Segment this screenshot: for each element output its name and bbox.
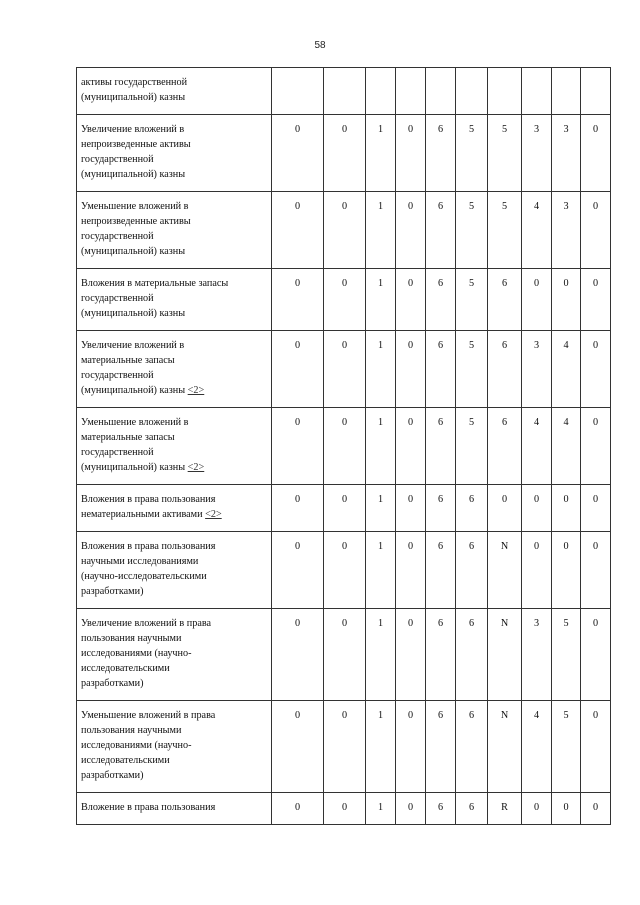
code-digit-cell: 5 <box>456 115 488 192</box>
code-digit-cell: N <box>488 532 522 609</box>
code-digit-cell: 1 <box>366 485 396 532</box>
code-digit-cell: N <box>488 701 522 793</box>
code-digit-cell: 0 <box>581 408 611 485</box>
row-label-line: (муниципальной) казны <box>81 169 186 180</box>
code-digit-cell: 0 <box>581 331 611 408</box>
code-digit-cell: 6 <box>426 609 456 701</box>
code-digit-cell: 6 <box>426 701 456 793</box>
code-digit-cell: 4 <box>552 331 581 408</box>
code-digit-cell: 0 <box>272 331 324 408</box>
row-label-line: Вложения в права пользования <box>81 541 216 552</box>
row-label-line: Вложения в материальные запасы <box>81 278 229 289</box>
row-label-line: (муниципальной) казны <box>81 385 186 396</box>
code-digit-cell: 0 <box>581 701 611 793</box>
code-digit-cell: 5 <box>552 701 581 793</box>
row-label-line: (научно-исследовательскими <box>81 571 207 582</box>
code-digit-cell: 6 <box>426 408 456 485</box>
code-digit-cell <box>426 68 456 115</box>
row-label-line: пользования научными <box>81 633 182 644</box>
code-digit-cell: 0 <box>272 192 324 269</box>
code-digit-cell: 0 <box>581 115 611 192</box>
row-label-line: нематериальными активами <box>81 509 203 520</box>
table-row <box>77 269 611 331</box>
code-digit-cell: 5 <box>456 269 488 331</box>
code-digit-cell: 0 <box>272 115 324 192</box>
row-label <box>77 701 272 793</box>
code-digit-cell: 0 <box>581 485 611 532</box>
code-digit-cell: 0 <box>324 793 366 825</box>
row-label <box>77 408 272 485</box>
code-digit-cell <box>366 68 396 115</box>
code-digit-cell: 0 <box>396 192 426 269</box>
code-digit-cell <box>488 68 522 115</box>
row-label-line: материальные запасы <box>81 355 175 366</box>
row-label-line: исследованиями (научно- <box>81 648 192 659</box>
table-row <box>77 485 611 532</box>
row-label-line: государственной <box>81 447 154 458</box>
code-digit-cell <box>581 68 611 115</box>
code-digit-cell <box>396 68 426 115</box>
code-digit-cell: 0 <box>522 793 552 825</box>
code-digit-cell: 0 <box>522 485 552 532</box>
code-digit-cell <box>552 68 581 115</box>
code-digit-cell: 0 <box>272 532 324 609</box>
code-digit-cell: 0 <box>396 331 426 408</box>
code-digit-cell: 6 <box>456 701 488 793</box>
row-label <box>77 485 272 532</box>
row-label <box>77 532 272 609</box>
footnote-ref-link[interactable]: <2> <box>187 462 205 473</box>
row-label-line: государственной <box>81 370 154 381</box>
table-row <box>77 793 611 825</box>
code-digit-cell: 6 <box>456 609 488 701</box>
code-digit-cell: 0 <box>581 609 611 701</box>
code-digit-cell: 0 <box>396 701 426 793</box>
table-row <box>77 115 611 192</box>
code-digit-cell: 5 <box>456 192 488 269</box>
code-digit-cell: 3 <box>522 331 552 408</box>
code-digit-cell: 5 <box>488 192 522 269</box>
code-digit-cell: 0 <box>324 115 366 192</box>
code-digit-cell: 5 <box>456 331 488 408</box>
code-digit-cell: 3 <box>522 609 552 701</box>
code-digit-cell: 0 <box>272 485 324 532</box>
code-digit-cell: 6 <box>426 532 456 609</box>
code-digit-cell: 1 <box>366 701 396 793</box>
row-label-line: материальные запасы <box>81 432 175 443</box>
row-label-line: активы государственной <box>81 77 188 88</box>
code-digit-cell: 1 <box>366 793 396 825</box>
row-label-line: непроизведенные активы <box>81 139 191 150</box>
code-digit-cell: 1 <box>366 115 396 192</box>
code-digit-cell: 0 <box>272 793 324 825</box>
code-digit-cell: 4 <box>552 408 581 485</box>
code-digit-cell: 5 <box>552 609 581 701</box>
row-label-line: (муниципальной) казны <box>81 92 186 103</box>
code-digit-cell: 5 <box>488 115 522 192</box>
row-label <box>77 793 272 825</box>
row-label-line: Уменьшение вложений в права <box>81 710 216 721</box>
code-digit-cell: 4 <box>522 701 552 793</box>
code-digit-cell: 0 <box>396 115 426 192</box>
row-label-line: пользования научными <box>81 725 182 736</box>
row-label-line: Уменьшение вложений в <box>81 201 189 212</box>
code-digit-cell: 3 <box>522 115 552 192</box>
code-digit-cell: 6 <box>426 115 456 192</box>
code-digit-cell: 6 <box>426 793 456 825</box>
code-digit-cell: 0 <box>396 485 426 532</box>
code-digit-cell: 0 <box>272 609 324 701</box>
row-label-line: Уменьшение вложений в <box>81 417 189 428</box>
code-digit-cell: 0 <box>272 408 324 485</box>
table-row <box>77 408 611 485</box>
code-digit-cell: 0 <box>324 532 366 609</box>
code-digit-cell: 6 <box>488 408 522 485</box>
code-digit-cell: 0 <box>272 269 324 331</box>
row-label-line: Увеличение вложений в <box>81 340 185 351</box>
row-label-line: Вложение в права пользования <box>81 802 216 813</box>
row-label-line: разработками) <box>81 770 144 781</box>
code-digit-cell: 1 <box>366 192 396 269</box>
code-digit-cell: 0 <box>324 192 366 269</box>
code-digit-cell: 0 <box>522 532 552 609</box>
code-digit-cell: 0 <box>396 269 426 331</box>
code-digit-cell: 6 <box>426 269 456 331</box>
row-label <box>77 609 272 701</box>
table-body <box>77 68 611 825</box>
code-digit-cell: 0 <box>581 269 611 331</box>
code-digit-cell: 6 <box>456 532 488 609</box>
table-row <box>77 701 611 793</box>
row-label-line: Увеличение вложений в <box>81 124 185 135</box>
code-digit-cell: 1 <box>366 408 396 485</box>
code-digit-cell: 0 <box>552 793 581 825</box>
row-label <box>77 115 272 192</box>
row-label-line: государственной <box>81 154 154 165</box>
row-label-line: научными исследованиями <box>81 556 199 567</box>
row-label-line: Вложения в права пользования <box>81 494 216 505</box>
code-digit-cell: 6 <box>426 485 456 532</box>
code-digit-cell: 3 <box>552 192 581 269</box>
code-digit-cell: 0 <box>581 793 611 825</box>
row-label <box>77 68 272 115</box>
code-digit-cell: 0 <box>272 701 324 793</box>
row-label-line: исследовательскими <box>81 663 170 674</box>
code-digit-cell: 0 <box>396 408 426 485</box>
code-digit-cell: 0 <box>581 192 611 269</box>
row-label-line: (муниципальной) казны <box>81 462 186 473</box>
code-digit-cell: 6 <box>488 331 522 408</box>
code-digit-cell: 0 <box>324 701 366 793</box>
code-digit-cell: 1 <box>366 269 396 331</box>
code-digit-cell <box>522 68 552 115</box>
table-row <box>77 68 611 115</box>
code-digit-cell: 0 <box>488 485 522 532</box>
row-label-line: разработками) <box>81 678 144 689</box>
code-digit-cell: 6 <box>456 793 488 825</box>
account-codes-table <box>76 67 611 825</box>
row-label-line: Увеличение вложений в права <box>81 618 212 629</box>
row-label <box>77 192 272 269</box>
code-digit-cell: 0 <box>324 485 366 532</box>
code-digit-cell: 4 <box>522 408 552 485</box>
code-digit-cell: R <box>488 793 522 825</box>
code-digit-cell: 0 <box>324 331 366 408</box>
row-label-line: (муниципальной) казны <box>81 308 186 319</box>
code-digit-cell: N <box>488 609 522 701</box>
code-digit-cell: 1 <box>366 532 396 609</box>
table-row <box>77 331 611 408</box>
code-digit-cell: 0 <box>552 269 581 331</box>
code-digit-cell: 0 <box>396 609 426 701</box>
code-digit-cell: 0 <box>396 532 426 609</box>
row-label-line: (муниципальной) казны <box>81 246 186 257</box>
row-label-line: исследовательскими <box>81 755 170 766</box>
code-digit-cell: 0 <box>552 485 581 532</box>
table-row <box>77 609 611 701</box>
code-digit-cell: 0 <box>324 408 366 485</box>
table-row <box>77 192 611 269</box>
code-digit-cell: 1 <box>366 609 396 701</box>
code-digit-cell: 6 <box>488 269 522 331</box>
row-label-line: государственной <box>81 293 154 304</box>
code-digit-cell: 6 <box>426 192 456 269</box>
footnote-ref-link[interactable]: <2> <box>205 509 222 520</box>
page-number: 58 <box>314 40 326 51</box>
footnote-ref-link[interactable]: <2> <box>187 385 205 396</box>
row-label-line: государственной <box>81 231 154 242</box>
row-label <box>77 331 272 408</box>
code-digit-cell: 0 <box>324 609 366 701</box>
row-label-line: разработками) <box>81 586 144 597</box>
row-label-line: непроизведенные активы <box>81 216 191 227</box>
code-digit-cell: 0 <box>324 269 366 331</box>
code-digit-cell <box>272 68 324 115</box>
code-digit-cell <box>456 68 488 115</box>
table-row <box>77 532 611 609</box>
code-digit-cell: 6 <box>456 485 488 532</box>
code-digit-cell: 1 <box>366 331 396 408</box>
row-label-line: исследованиями (научно- <box>81 740 192 751</box>
code-digit-cell: 6 <box>426 331 456 408</box>
code-digit-cell: 0 <box>581 532 611 609</box>
code-digit-cell: 5 <box>456 408 488 485</box>
row-label <box>77 269 272 331</box>
code-digit-cell: 3 <box>552 115 581 192</box>
code-digit-cell: 4 <box>522 192 552 269</box>
code-digit-cell: 0 <box>552 532 581 609</box>
code-digit-cell: 0 <box>396 793 426 825</box>
code-digit-cell <box>324 68 366 115</box>
code-digit-cell: 0 <box>522 269 552 331</box>
